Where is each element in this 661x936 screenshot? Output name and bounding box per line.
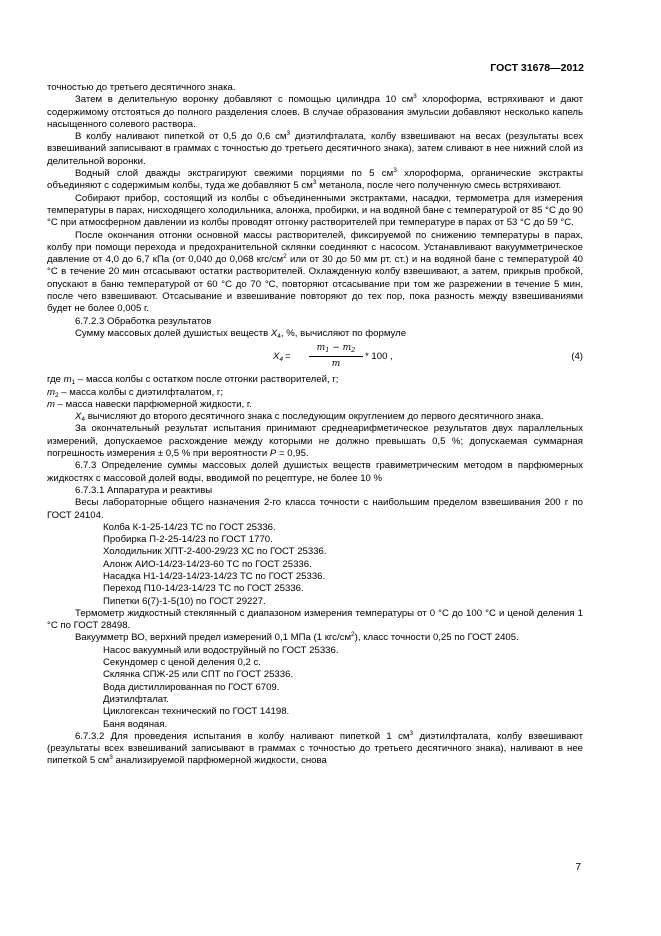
text: метанола, после чего полученную смесь встряхивают. — [316, 180, 562, 192]
fraction-denominator: m — [331, 358, 341, 369]
paragraph — [47, 608, 583, 633]
formula-rhs: * 100 , — [365, 351, 393, 363]
paragraph — [47, 168, 583, 193]
text: 6.7.3.2 Для проведения испытания в колбу наливают пипеткой 1 см — [75, 730, 410, 742]
standard-header: ГОСТ 31678—2012 — [490, 62, 584, 74]
list-item: Баня водяная. — [103, 718, 168, 730]
superscript: 3 — [413, 93, 417, 101]
text: За окончательный результат испытания принимают среднеарифметическое результатов двух параллельных измерений, допускаемое расхождение между которыми не должно превышать 0,5 %; допускаемая суммарная погрешность измерения ± 0,5 % при вероятности P = 0,95. — [47, 423, 583, 460]
text: После окончания отгонки основной массы растворителей, фиксируемой по снижению температуры в парах, колбу при помощи перехода и предохранительной склянки соединяют с насосом. Устанавливают вакуумметрическое давление от 4,0 до 6,7 кПа (от 0,040 до 0,068 кгс/см — [47, 229, 583, 266]
symbol: m — [47, 386, 55, 398]
paragraph — [47, 94, 583, 131]
symbol: P — [269, 448, 277, 460]
symbol: m — [47, 398, 55, 410]
subscript: 4 — [277, 332, 281, 340]
definition — [47, 399, 583, 411]
text: – масса колбы с диэтилфталатом, г; — [58, 386, 224, 398]
equals-sign: = — [285, 351, 291, 363]
list-item: Пипетки 6(7)-1-5(10) по ГОСТ 29227. — [103, 595, 266, 607]
text: Водный слой дважды экстрагируют свежими порциями по 5 см — [75, 168, 394, 180]
list-item: Алонж АИО-14/23-14/23-60 ТС по ГОСТ 25336. — [103, 558, 312, 570]
text: Сумму массовых долей душистых веществ — [75, 327, 271, 339]
paragraph — [47, 230, 583, 316]
superscript: 3 — [286, 130, 291, 138]
definition — [47, 387, 583, 399]
text: диэтилфталата, колбу взвешивают на весах (результаты всех взвешиваний записывают в граммах с точностью до третьего десятичного знака), затем сливают в нее нижний слой из делительной воронки. — [47, 131, 583, 167]
section-heading — [47, 485, 583, 497]
text: ), класс точности 0,25 по ГОСТ 2405. — [354, 632, 519, 644]
subscript: 2 — [55, 391, 59, 399]
superscript: 3 — [393, 167, 397, 175]
superscript: 2 — [351, 631, 355, 639]
text: Термометр жидкостный стеклянный с диапазоном измерения температуры от 0 °С до 100 °С и ценой деления 1 °С по ГОСТ 28498. — [47, 607, 583, 632]
superscript: 3 — [409, 729, 414, 737]
superscript: 2 — [283, 253, 287, 261]
list-item: Циклогексан технический по ГОСТ 14198. — [103, 706, 290, 718]
symbol: X — [270, 327, 278, 339]
paragraph — [47, 423, 583, 460]
text: где — [47, 374, 64, 386]
text: или от 30 до 50 мм рт. ст.) и на водяной бане с температурой 40 °С в течение 20 мин отсасывают остатки растворителей. Охлажденную колбу взвешивают, а затем, прикрыв пробкой, опускают в баню температурой от 60 °С до 70 °С, повторяют отсасывание при том же разрежении в течение 5 мин, после чего взвешивают. Отсасывание и взвешивание повторяют до тех пор, пока разность между взвешиваниями будет не более 0,005 г. — [47, 254, 583, 315]
list-item: Вода дистиллированная по ГОСТ 6709. — [103, 681, 280, 693]
paragraph — [47, 731, 583, 768]
text: хлороформа, органические экстракты объединяют с содержимым колбы, туда же добавляют 5 см — [47, 168, 583, 192]
text: 6.7.3 Определение суммы массовых долей душистых веществ гравиметрическим методом в парфюмерных жидкостях с массовой долей воды, вводимой по рецептуре, не более 10 % — [47, 460, 583, 484]
paragraph — [47, 411, 583, 423]
paragraph — [47, 632, 583, 644]
symbol: X — [75, 411, 82, 423]
text: Весы лабораторные общего назначения 2-го класса точности с наибольшим пределом взвешивания 200 г по ГОСТ 24104. — [47, 497, 583, 521]
section-heading — [47, 460, 583, 485]
list-item: Пробирка П-2-25-14/23 по ГОСТ 1770. — [103, 534, 273, 546]
text: Собирают прибор, состоящий из колбы с объединенными экстрактами, насадки, термометра для измерения температуры в парах, нисходящего холодильника, алонжа, пробирки, и на водяной бане с температурой от 85 °С до 90 °С при атмосферном давлении из колбы проводят отгонку растворителей при температуре в парах от 53 °С до 59 °С. — [47, 192, 583, 229]
text: 6.7.3.1 Аппаратура и реактивы — [75, 484, 213, 496]
list-item: Насос вакуумный или водоструйный по ГОСТ 25336. — [103, 644, 339, 656]
symbol: m — [342, 343, 352, 354]
text: – масса навески парфюмерной жидкости, г. — [55, 398, 252, 410]
page-number: 7 — [575, 862, 581, 873]
subscript: 4 — [81, 416, 86, 424]
superscript: 3 — [312, 179, 317, 187]
paragraph — [47, 193, 583, 230]
definition — [47, 374, 583, 386]
section-heading — [47, 316, 583, 328]
text: В колбу наливают пипеткой от 0,5 до 0,6 см — [75, 131, 287, 143]
formula — [47, 342, 583, 372]
text: 6.7.2.3 Обработка результатов — [75, 315, 212, 327]
superscript: 3 — [109, 754, 113, 762]
text: Вакуумметр ВО, верхний предел измерений 0,1 МПа (1 кгс/см — [75, 632, 352, 644]
text: анализируемой парфюмерной жидкости, снова — [112, 755, 327, 767]
list-item: Склянка СПЖ-25 или СПТ по ГОСТ 25336. — [103, 669, 294, 681]
text: , %, вычисляют по формуле — [280, 327, 407, 339]
text: – масса колбы с остатком после отгонки растворителей, г; — [75, 374, 339, 386]
list-item: Колба К-1-25-14/23 ТС по ГОСТ 25336. — [103, 521, 276, 533]
formula-number: (4) — [571, 351, 583, 363]
subscript: 1 — [71, 379, 76, 387]
text: Затем в делительную воронку добавляют с помощью цилиндра 10 см — [75, 94, 414, 106]
document-body — [47, 82, 583, 768]
symbol: m — [316, 343, 326, 354]
subscript: 2 — [351, 346, 356, 355]
list-item: Диэтилфталат. — [103, 693, 169, 705]
text: вычисляют до второго десятичного знака с последующим округлением до первого десятичного знака. — [85, 411, 544, 423]
paragraph — [47, 82, 583, 94]
formula-fraction — [309, 342, 363, 370]
list-item: Холодильник ХПТ-2-400-29/23 ХС по ГОСТ 25336. — [103, 546, 327, 558]
fraction-numerator — [309, 342, 363, 356]
text: диэтилфталата, колбу взвешивают (результаты всех взвешиваний записывают в граммах с точностью до третьего десятичного знака), наливают в нее пипеткой 5 см — [47, 730, 583, 767]
subscript: 1 — [325, 346, 330, 355]
subscript: 4 — [279, 356, 284, 364]
text: точностью до третьего десятичного знака. — [47, 82, 236, 93]
text: хлороформа, встряхивают и дают содержимому отстояться до полного разделения слоев. В случае образования эмульсии добавляют несколько капель насыщенного солевого раствора. — [47, 94, 583, 130]
list-item: Секундомер с ценой деления 0,2 с. — [103, 657, 261, 669]
list-item: Переход П10-14/23-14/23 ТС по ГОСТ 25336. — [103, 583, 304, 595]
formula-lhs — [273, 351, 291, 363]
symbol: m — [63, 374, 72, 386]
paragraph — [47, 131, 583, 168]
symbol: X — [273, 351, 280, 363]
list-item: Насадка Н1-14/23-14/23-14/23 ТС по ГОСТ 25336. — [103, 570, 326, 582]
paragraph — [47, 328, 583, 340]
paragraph — [47, 497, 583, 522]
minus-sign: − — [329, 343, 343, 354]
